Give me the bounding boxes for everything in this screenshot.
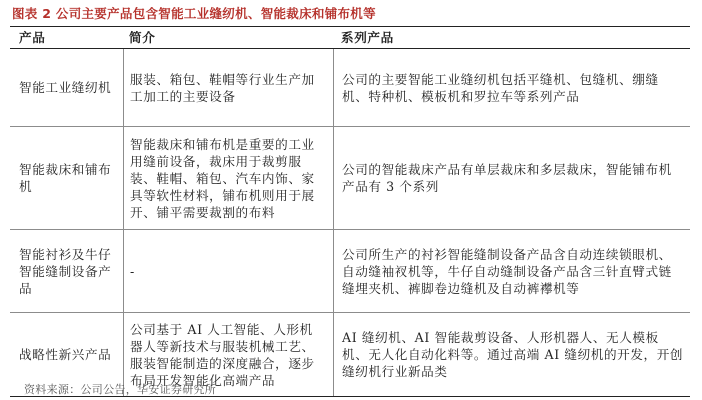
table-row <box>10 127 690 230</box>
header-product: 产品 <box>19 30 46 45</box>
source-note: 资料来源：公司公告，华安证券研究所 <box>24 383 217 396</box>
series-cell: 公司的智能裁床产品有单层裁床和多层裁床，智能铺布机产品有 3 个系列 <box>333 127 690 229</box>
intro-cell: 智能裁床和铺布机是重要的工业用缝前设备，裁床用于裁剪服装、鞋帽、箱包、汽车内饰、家具等软性材料，铺布机则用于展开、铺平需要裁割的布料 <box>123 127 333 229</box>
series-cell: 公司所生产的衬衫智能缝制设备产品含自动连续锁眼机、自动缝袖衩机等，牛仔自动缝制设备产品含三针直臂式链缝埋夹机、裤脚卷边缝机及自动裤襻机等 <box>333 230 690 312</box>
product-cell: 智能裁床和铺布机 <box>19 162 112 194</box>
product-table <box>10 26 690 397</box>
intro-cell: 服装、箱包、鞋帽等行业生产加工加工的主要设备 <box>123 49 333 126</box>
header-intro: 简介 <box>129 30 156 45</box>
header-series: 系列产品 <box>341 30 394 45</box>
figure-title: 图表 2 公司主要产品包含智能工业缝纫机、智能裁床和铺布机等 <box>12 6 376 21</box>
table-header-row <box>10 27 690 49</box>
intro-cell: 公司基于 AI 人工智能、人形机器人等新技术与服装机械工艺、服装智能制造的深度融合，逐步布局开发智能化高端产品 <box>123 313 333 396</box>
product-cell: 智能工业缝纫机 <box>19 80 112 95</box>
series-cell: 公司的主要智能工业缝纫机包括平缝机、包缝机、绷缝机、特种机、模板机和罗拉车等系列产品 <box>333 49 690 126</box>
table-row <box>10 230 690 313</box>
series-cell: AI 缝纫机、AI 智能裁剪设备、人形机器人、无人模板机、无人化自动化料等。通过高端 AI 缝纫机的开发，开创缝纫机行业新品类 <box>333 313 690 396</box>
table-row <box>10 49 690 127</box>
intro-cell: - <box>123 230 333 312</box>
product-cell: 战略性新兴产品 <box>19 347 112 362</box>
product-cell: 智能衬衫及牛仔智能缝制设备产品 <box>19 246 112 296</box>
